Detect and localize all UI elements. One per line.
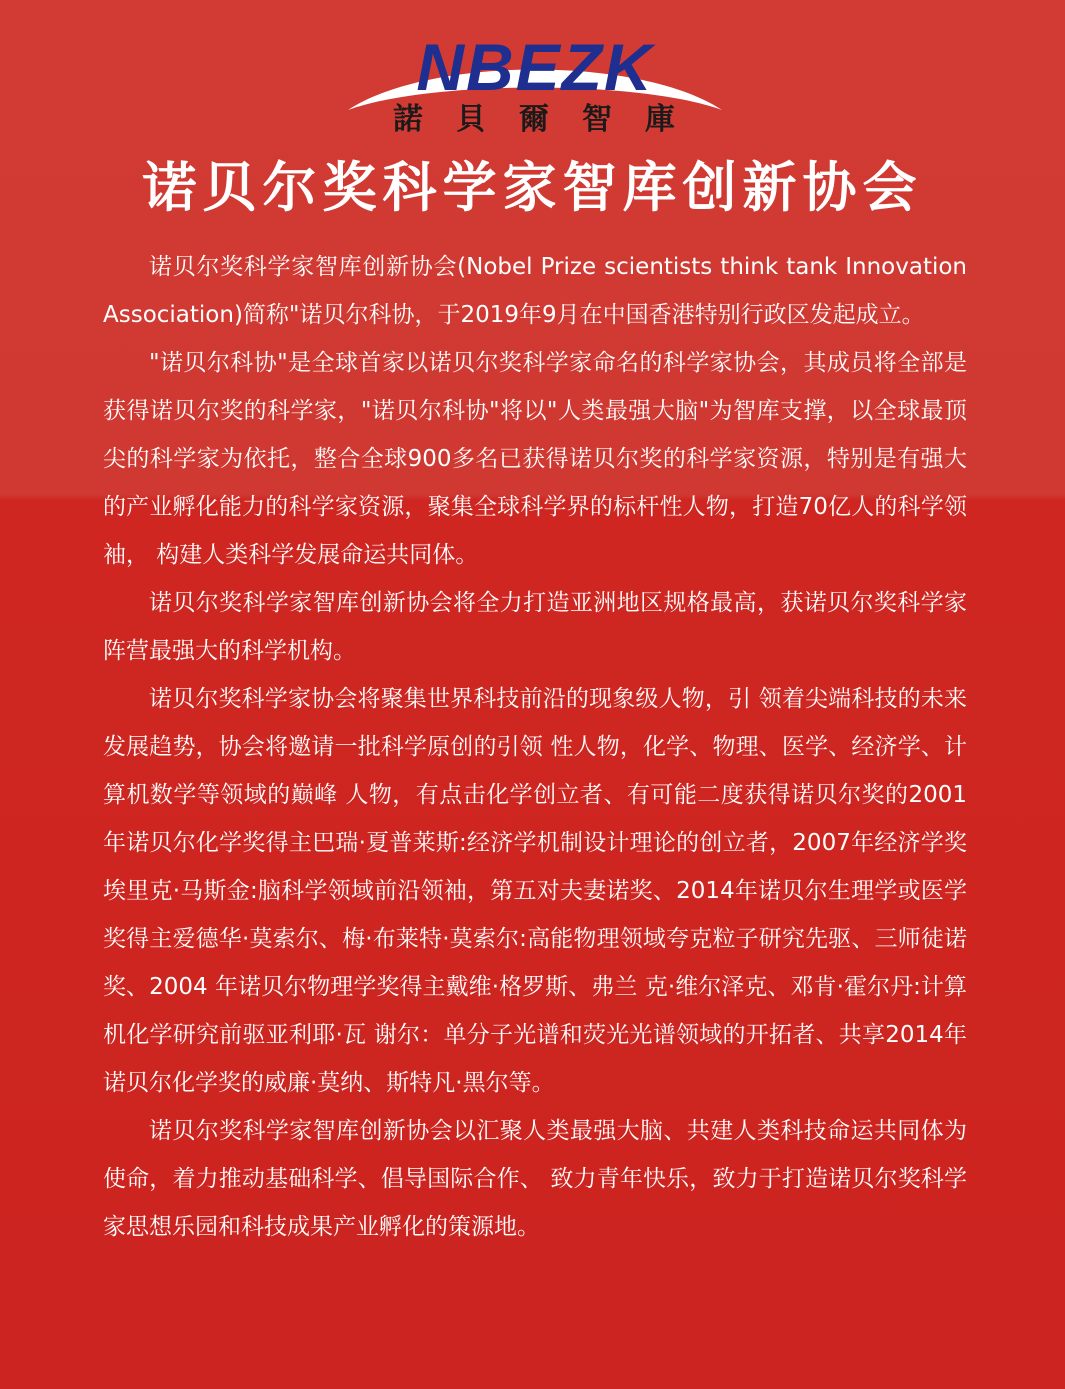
logo-subtitle-char: 庫: [645, 102, 675, 137]
logo-graphic: [340, 28, 730, 138]
logo-subtitle-char: 貝: [456, 102, 486, 137]
page-title: 诺贝尔奖科学家智库创新协会: [142, 155, 923, 219]
paragraph-intro: 诺贝尔奖科学家智库创新协会(Nobel Prize scientists think tank Innovation Association)简称"诺贝尔科协，于2019年9月在中国香港特别行政区发起成立。: [103, 254, 967, 328]
paragraph-members: 诺贝尔奖科学家协会将聚集世界科技前沿的现象级人物，引 领着尖端科技的未来发展趋势，协会将邀请一批科学原创的引领 性人物，化学、物理、医学、经济学、计算机数学等领域的巅峰 人物，有点击化学创立者、有可能二度获得诺贝尔奖的2001年诺贝尔化学奖得主巴瑞·夏普莱斯:经济学机制设计理论的创立者，2007年经济学奖埃里克·马斯金:脑科学领域前沿领袖，第五对夫妻诺奖、2014年诺贝尔生理学或医学奖得主爱德华·莫索尔、梅·布莱特·莫索尔:高能物理领域夸克粒子研究先驱、三师徒诺奖、2004 年诺贝尔物理学奖得主戴维·格罗斯、弗兰 克·维尔泽克、邓肯·霍尔丹:计算机化学研究前驱亚利耶·瓦 谢尔：单分子光谱和荧光光谱领域的开拓者、共享2014年诺贝尔化学奖的威廉·莫纳、斯特凡·黑尔等。: [103, 686, 967, 1096]
paragraph-goal: 诺贝尔奖科学家智库创新协会将全力打造亚洲地区规格最高，获诺贝尔奖科学家阵营最强大的科学机构。: [103, 590, 967, 664]
logo-subtitle-char: 爾: [519, 102, 549, 137]
article-body: [103, 243, 967, 1251]
nbezk-logo: [340, 28, 730, 138]
paragraph-mission: "诺贝尔科协"是全球首家以诺贝尔奖科学家命名的科学家协会，其成员将全部是获得诺贝尔奖的科学家，"诺贝尔科协"将以"人类最强大脑"为智库支撑，以全球最顶尖的科学家为依托，整合全球900多名已获得诺贝尔奖的科学家资源，特别是有强大的产业孵化能力的科学家资源，聚集全球科学界的标杆性人物，打造70亿人的科学领袖， 构建人类科学发展命运共同体。: [103, 350, 967, 568]
logo-subtitle-char: 智: [582, 102, 612, 137]
paragraph-vision: 诺贝尔奖科学家智库创新协会以汇聚人类最强大脑、共建人类科技命运共同体为使命，着力推动基础科学、倡导国际合作、 致力青年快乐，致力于打造诺贝尔奖科学家思想乐园和科技成果产业孵化的策源地。: [103, 1118, 967, 1240]
logo-subtitle-char: 諾: [393, 102, 423, 137]
logo-text: NBEZK: [416, 30, 654, 104]
